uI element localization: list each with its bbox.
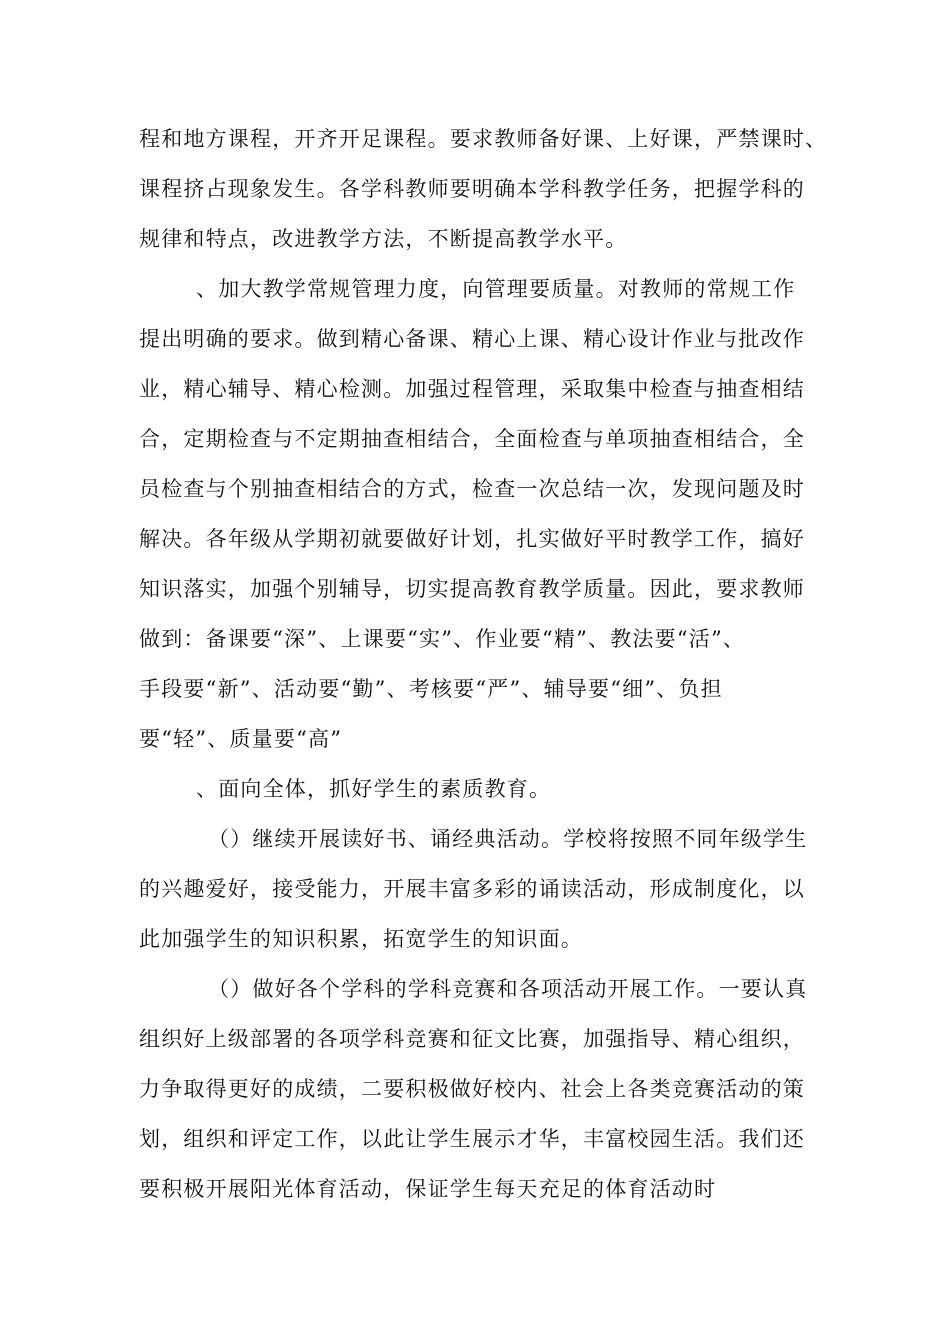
text-line: 合，定期检查与不定期抽查相结合，全面检查与单项抽查相结合，全 xyxy=(139,427,805,451)
text-line: 此加强学生的知识积累，拓宽学生的知识面。 xyxy=(139,927,583,951)
text-line: 要“轻”、质量要“高” xyxy=(139,727,343,751)
text-line: 业，精心辅导、精心检测。加强过程管理，采取集中检查与抽查相结 xyxy=(139,377,805,401)
text-line: 员检查与个别抽查相结合的方式，检查一次总结一次，发现问题及时 xyxy=(139,477,805,501)
text-line: 程和地方课程，开齐开足课程。要求教师备好课、上好课，严禁课时、 xyxy=(139,127,828,151)
heading-line: 、面向全体，抓好学生的素质教育。 xyxy=(196,777,552,801)
text-line: 课程挤占现象发生。各学科教师要明确本学科教学任务，把握学科的 xyxy=(139,177,805,201)
text-line: 知识落实，加强个别辅导，切实提高教育教学质量。因此，要求教师 xyxy=(139,577,805,601)
text-line: 做到：备课要“深”、上课要“实”、作业要“精”、教法要“活”、 xyxy=(139,627,746,651)
text-line: 解决。各年级从学期初就要做好计划，扎实做好平时教学工作，搞好 xyxy=(139,527,805,551)
text-line: 规律和特点，改进教学方法，不断提高教学水平。 xyxy=(139,227,628,251)
heading-line: 、加大教学常规管理力度，向管理要质量。对教师的常规工作 xyxy=(196,277,796,301)
text-line: 的兴趣爱好，接受能力，开展丰富多彩的诵读活动，形成制度化，以 xyxy=(139,877,805,901)
heading-line: （）做好各个学科的学科竞赛和各项活动开展工作。一要认真 xyxy=(208,977,808,1001)
text-line: 划，组织和评定工作，以此让学生展示才华，丰富校园生活。我们还 xyxy=(139,1127,805,1151)
heading-line: （）继续开展读好书、诵经典活动。学校将按照不同年级学生 xyxy=(208,827,808,851)
text-line: 手段要“新”、活动要“勤”、考核要“严”、辅导要“细”、负担 xyxy=(139,677,723,701)
text-line: 提出明确的要求。做到精心备课、精心上课、精心设计作业与批改作 xyxy=(139,327,805,351)
text-line: 组织好上级部署的各项学科竞赛和征文比赛，加强指导、精心组织， xyxy=(139,1027,805,1051)
text-line: 力争取得更好的成绩，二要积极做好校内、社会上各类竞赛活动的策 xyxy=(139,1077,805,1101)
text-line: 要积极开展阳光体育活动，保证学生每天充足的体育活动时 xyxy=(139,1177,717,1201)
